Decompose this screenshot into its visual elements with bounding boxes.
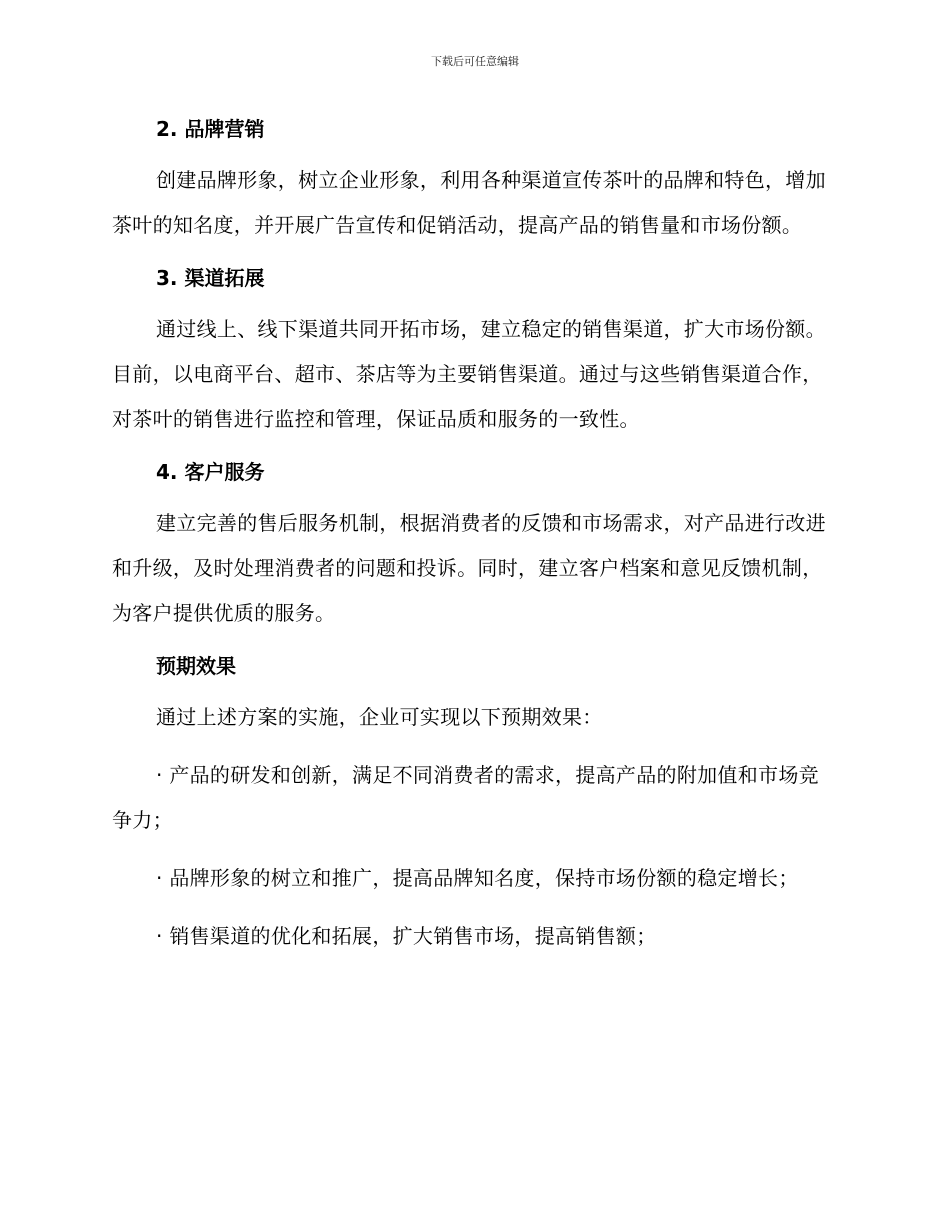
section-heading-brand-marketing: 2. 品牌营销: [156, 117, 265, 141]
expected-effects-intro: 通过上述方案的实施，企业可实现以下预期效果：: [156, 705, 603, 729]
section-paragraph-customer-service: 建立完善的售后服务机制，根据消费者的反馈和市场需求，对产品进行改进和升级，及时处理消费者的问题和投诉。同时，建立客户档案和意见反馈机制，为客户提供优质的服务。: [112, 511, 826, 625]
section-heading-customer-service: 4. 客户服务: [156, 460, 265, 484]
section-paragraph-brand-marketing: 创建品牌形象，树立企业形象，利用各种渠道宣传茶叶的品牌和特色，增加茶叶的知名度，并开展广告宣传和促销活动，提高产品的销售量和市场份额。: [112, 168, 826, 237]
header-note: 下载后可任意编辑: [431, 55, 519, 68]
expected-effects-bullet: · 品牌形象的树立和推广，提高品牌知名度，保持市场份额的稳定增长；: [156, 866, 799, 890]
expected-effects-bullet: · 销售渠道的优化和拓展，扩大销售市场，提高销售额；: [156, 924, 657, 948]
document-body: [112, 112, 838, 972]
section-paragraph-channel-expansion: 通过线上、线下渠道共同开拓市场，建立稳定的销售渠道，扩大市场份额。目前，以电商平台、超市、茶店等为主要销售渠道。通过与这些销售渠道合作，对茶叶的销售进行监控和管理，保证品质和服务的一致性。: [112, 317, 826, 431]
section-heading-channel-expansion: 3. 渠道拓展: [156, 266, 265, 290]
expected-effects-bullet: · 产品的研发和创新，满足不同消费者的需求，提高产品的附加值和市场竞争力；: [112, 763, 819, 832]
expected-effects-heading: 预期效果: [156, 654, 236, 678]
